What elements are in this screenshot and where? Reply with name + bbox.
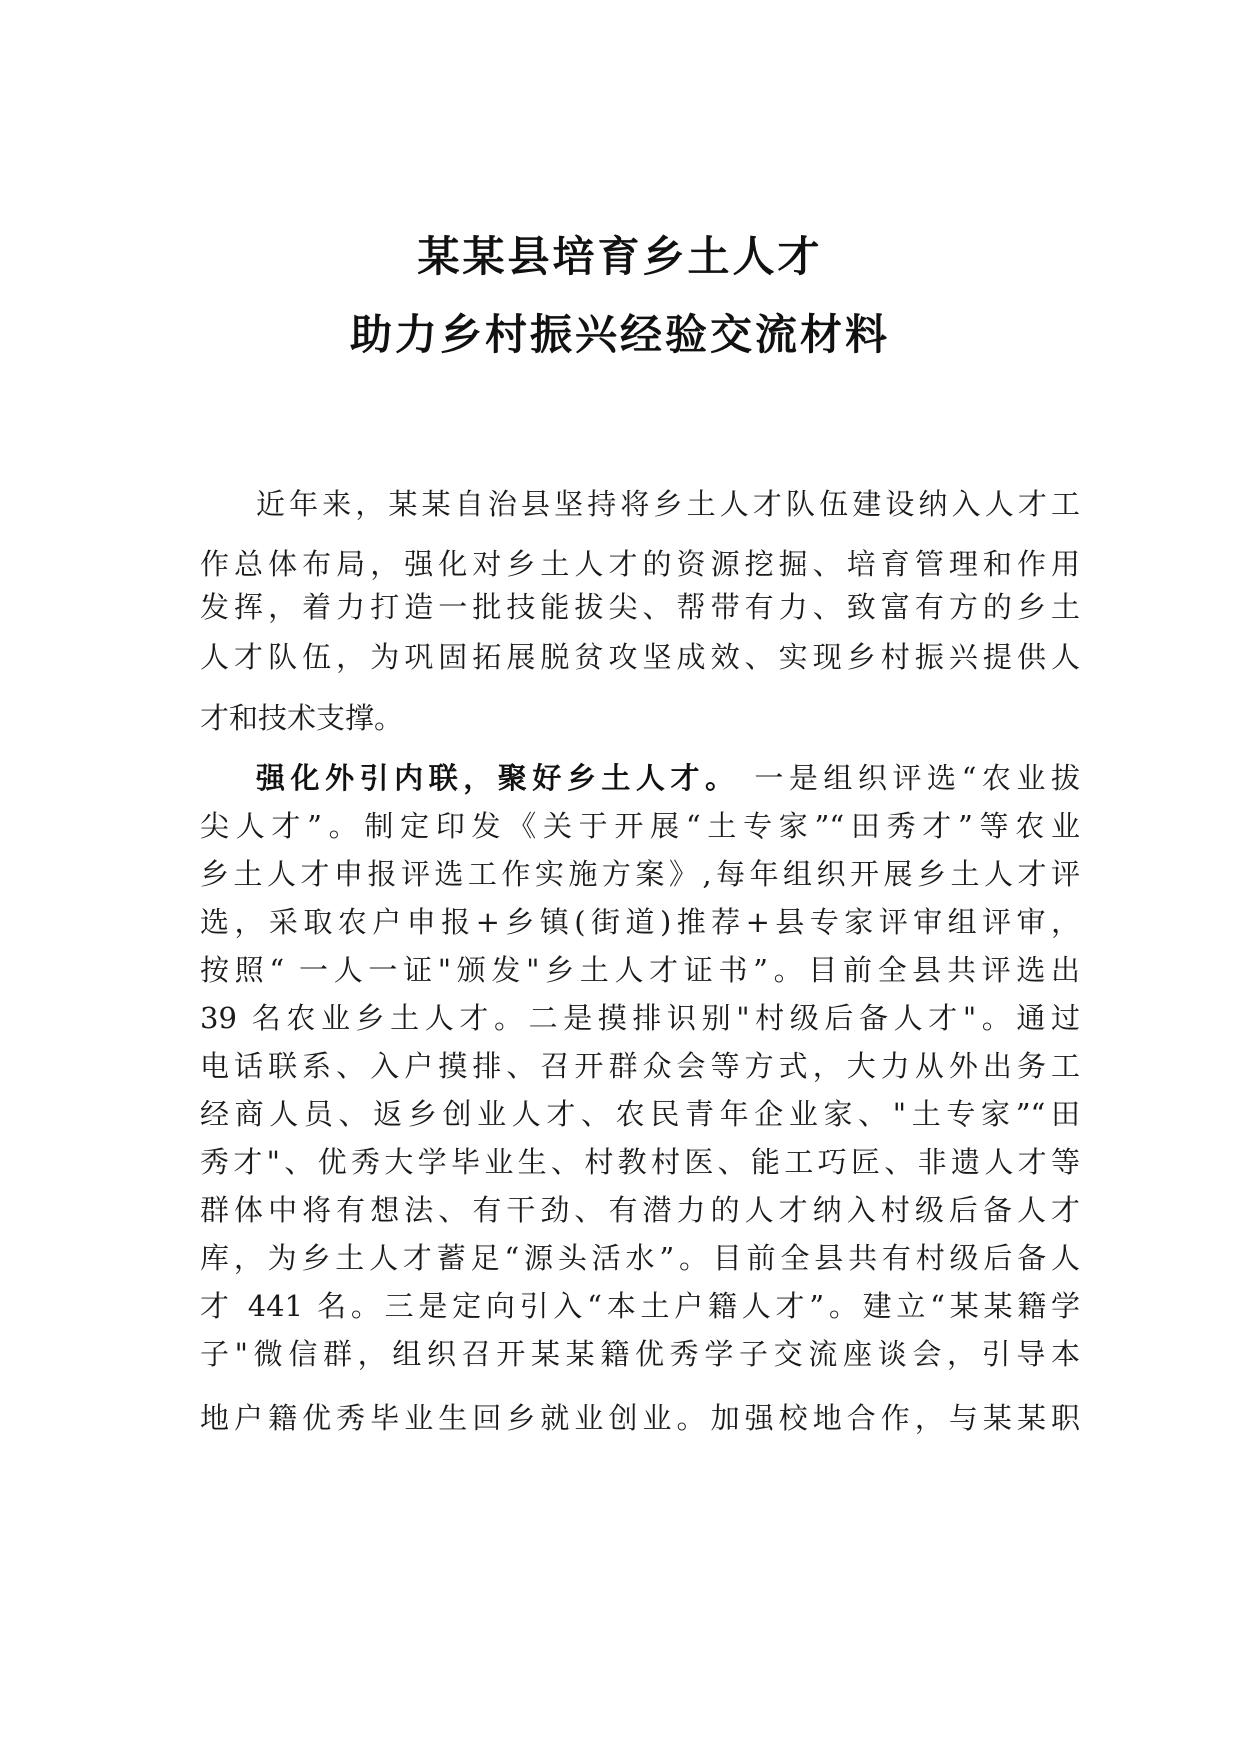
paragraph2-line: 子"微信群，组织召开某某籍优秀学子交流座谈会，引导本 (200, 1337, 1080, 1371)
title-line-2: 助力乡村振兴经验交流材料 (349, 310, 890, 359)
paragraph1-line: 人才队伍，为巩固拓展脱贫攻坚成效、实现乡村振兴提供人 (200, 640, 1080, 674)
paragraph2-line: 选，采取农户申报+乡镇(街道)推荐+县专家评审组评审， (200, 905, 1080, 939)
paragraph2-line: 乡土人才申报评选工作实施方案》,每年组织开展乡土人才评 (200, 857, 1080, 891)
paragraph2-line: 库，为乡土人才蓄足“源头活水”。目前全县共有村级后备人 (200, 1241, 1080, 1275)
paragraph2-line: 尖人才”。制定印发《关于开展“土专家”“田秀才”等农业 (200, 809, 1080, 843)
paragraph1-line: 作总体布局，强化对乡土人才的资源挖掘、培育管理和作用 (200, 547, 1080, 581)
paragraph2-line: 经商人员、返乡创业人才、农民青年企业家、"土专家”“田 (200, 1097, 1080, 1131)
paragraph2-line: 地户籍优秀毕业生回乡就业创业。加强校地合作，与某某职 (200, 1401, 1080, 1435)
paragraph2-line: 按照“ 一人一证"颁发"乡土人才证书”。目前全县共评选出 (200, 953, 1080, 987)
paragraph2-line: 一是组织评选“农业拔 (754, 761, 1081, 795)
section-lead-heading: 强化外引内联，聚好乡土人才。 (256, 761, 740, 795)
document-title (0, 232, 1240, 359)
paragraph2-first-line (256, 760, 1080, 796)
paragraph2-line: 才 441 名。三是定向引入“本土户籍人才”。建立“某某籍学 (200, 1289, 1080, 1323)
paragraph2-line: 电话联系、入户摸排、召开群众会等方式，大力从外出务工 (200, 1049, 1080, 1083)
paragraph2-line: 秀才"、优秀大学毕业生、村教村医、能工巧匠、非遗人才等 (200, 1145, 1080, 1179)
paragraph1-line: 才和技术支撑。 (200, 701, 404, 735)
paragraph1-line: 近年来，某某自治县坚持将乡土人才队伍建设纳入人才工 (256, 487, 1080, 521)
paragraph2-line: 39 名农业乡土人才。二是摸排识别"村级后备人才"。通过 (200, 1001, 1080, 1035)
paragraph2-line: 群体中将有想法、有干劲、有潜力的人才纳入村级后备人才 (200, 1193, 1080, 1227)
paragraph1-line: 发挥，着力打造一批技能拔尖、帮带有力、致富有方的乡土 (200, 590, 1080, 624)
title-line-1: 某某县培育乡土人才 (417, 232, 823, 281)
